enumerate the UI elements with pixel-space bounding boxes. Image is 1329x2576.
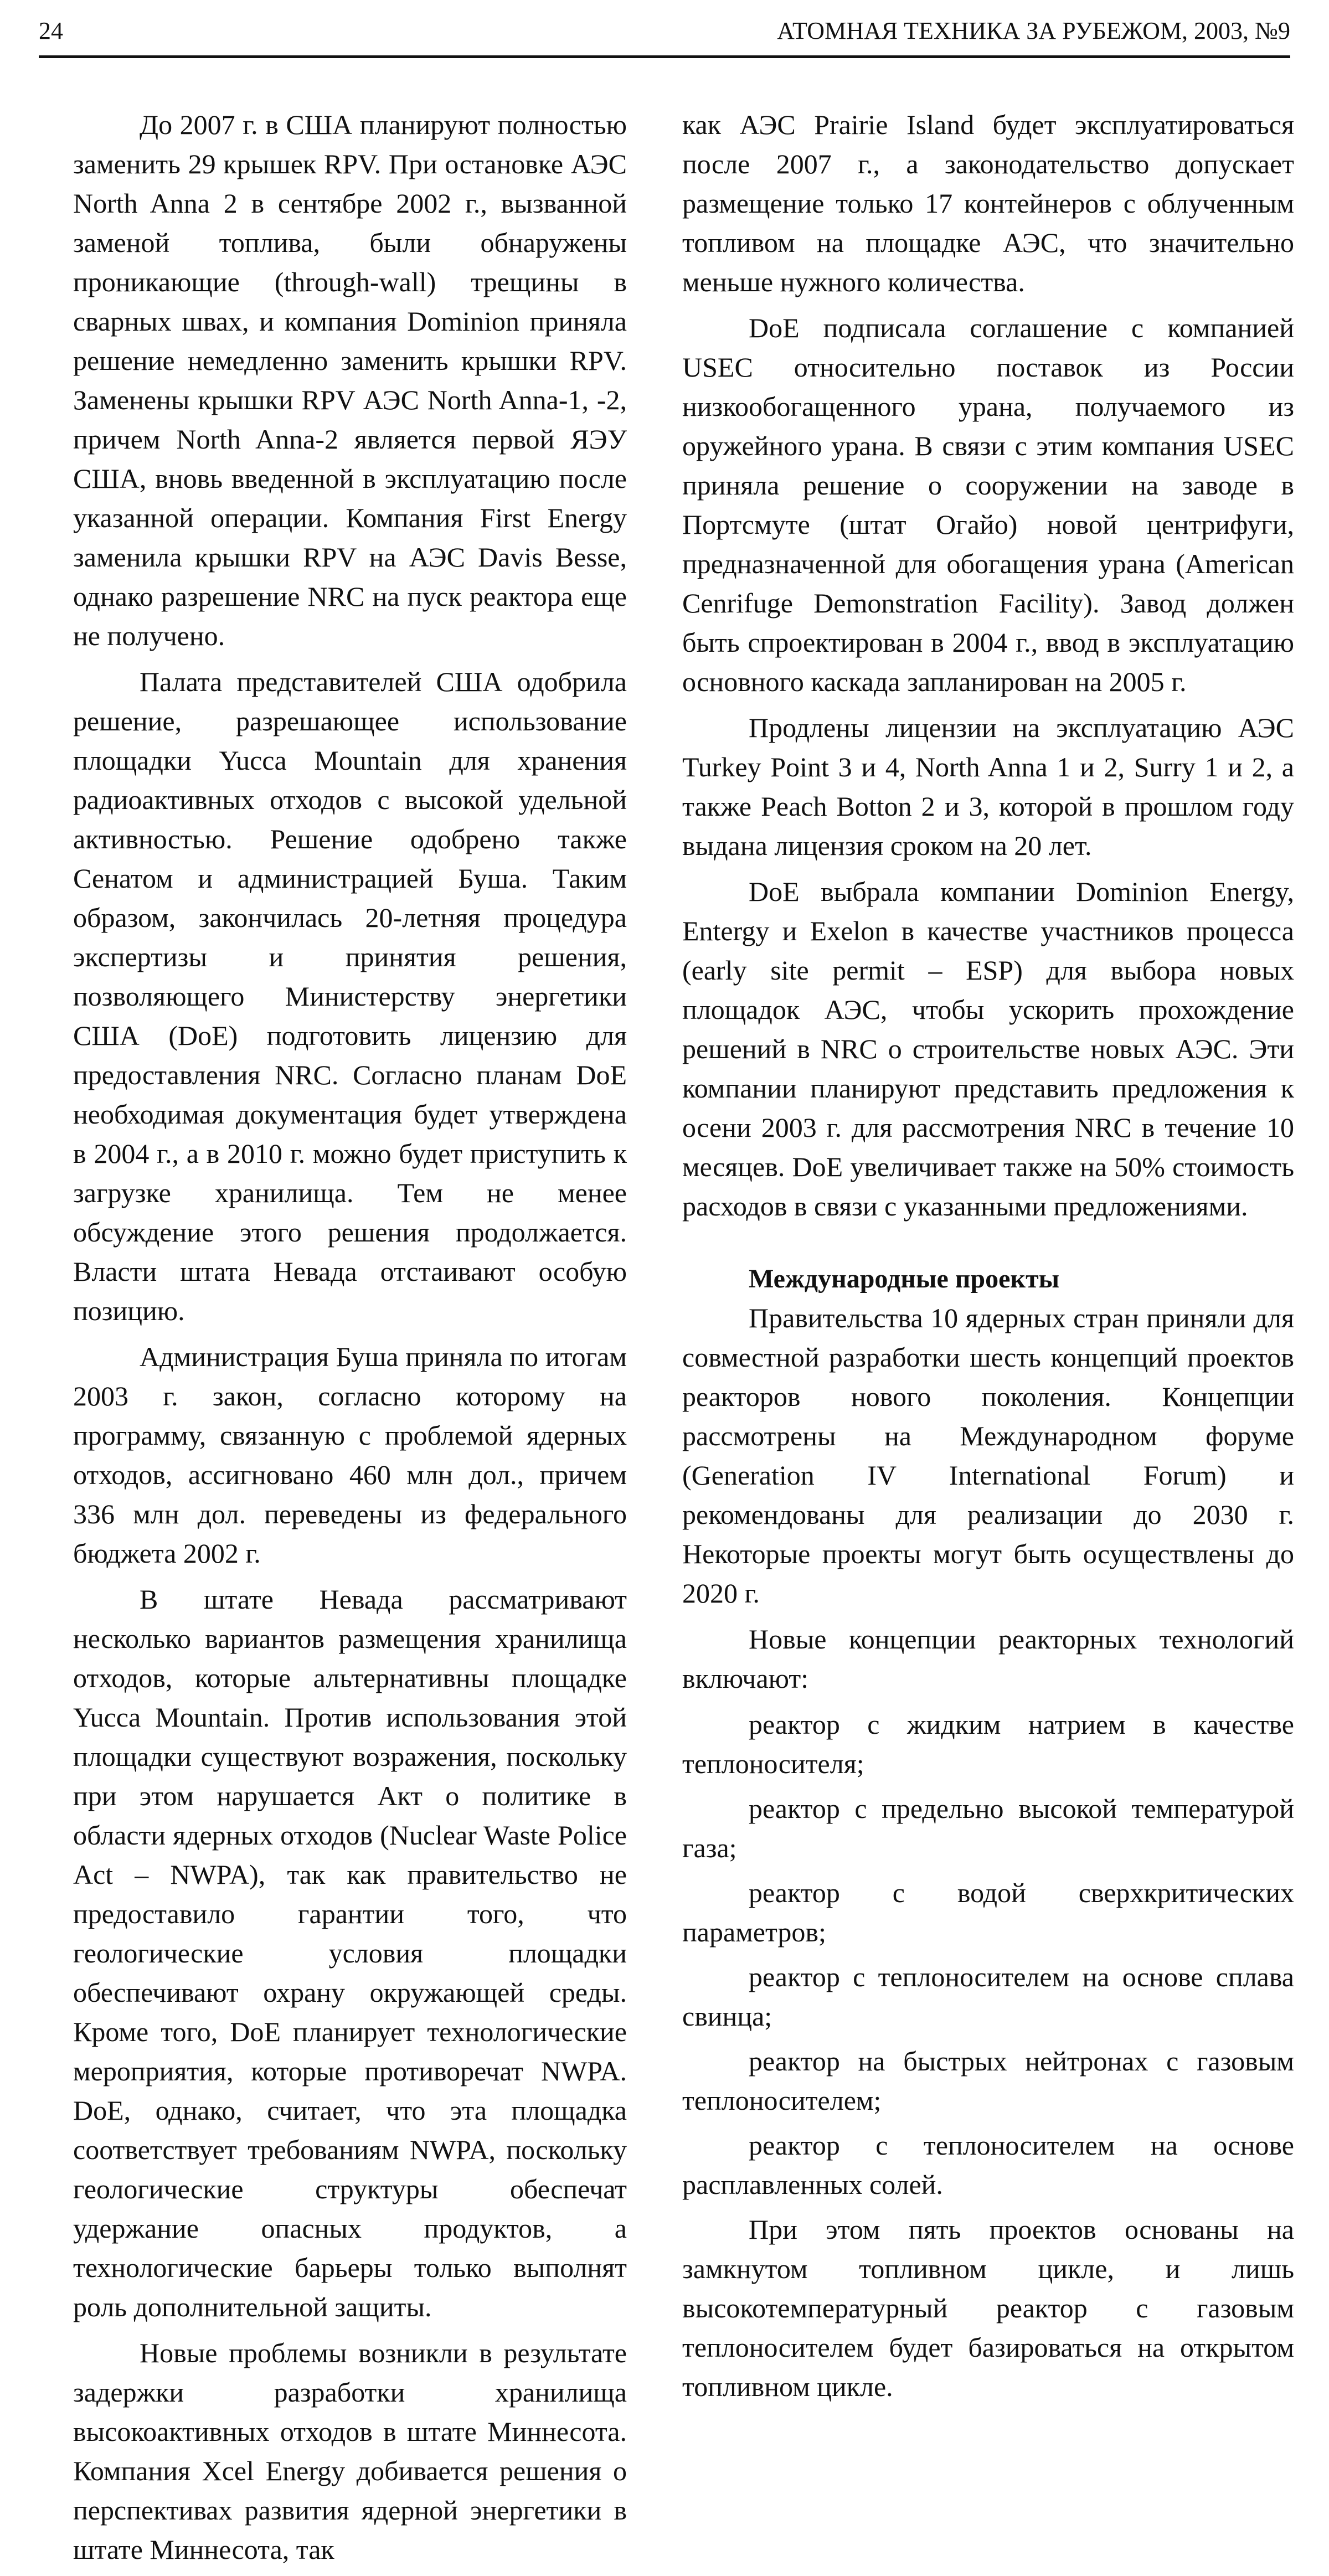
list-item: реактор на быстрых нейтронах с газовым теплоносителем; [682,2046,1294,2116]
right-column [682,105,1294,2413]
paragraph: При этом пять проектов основаны на замкнутом топливном цикле, и лишь высокотемпературный реактор с газовым теплоносителем будет базироваться на открытом топливном цикле. [682,2214,1294,2402]
running-header [39,17,1290,50]
paragraph: DoE выбрала компании Dominion Energy, Entergy и Exelon в качестве участников процесса (early site permit – ESP) для выбора новых площадок АЭС, чтобы ускорить прохождение решений в NRC о строительстве новых АЭС. Эти компании планируют представить предложения к осени 2003 г. для рассмотрения NRC в течение 10 месяцев. DoE увеличивает также на 50% стоимость расходов в связи с указанными предложениями. [682,876,1294,1222]
list-item: реактор с водой сверхкритических параметров; [682,1877,1294,1948]
paragraph: Администрация Буша приняла по итогам 2003 г. закон, согласно которому на программу, связанную с проблемой ядерных отходов, ассигновано 460 млн дол., причем 336 млн дол. переведены из федерального бюджета 2002 г. [73,1341,627,1569]
paragraph: До 2007 г. в США планируют полностью заменить 29 крышек RPV. При остановке АЭС North Anna 2 в сентябре 2002 г., вызванной заменой топлива, были обнаружены проникающие (through-wall) трещины в сварных швах, и компания Dominion приняла решение немедленно заменить крышки RPV. Заменены крышки RPV АЭС North Anna-1, -2, причем North Anna-2 является первой ЯЭУ США, вновь введенной в эксплуатацию после указанной операции. Компания First Energy заменила крышки RPV на АЭС Davis Besse, однако разрешение NRC на пуск реактора еще не получено. [73,109,627,651]
list-item: реактор с теплоносителем на основе расплавленных солей. [682,2130,1294,2200]
list-item: реактор с жидким натрием в качестве теплоносителя; [682,1709,1294,1779]
section-heading: Международные проекты [749,1264,1060,1294]
paragraph: Новые проблемы возникли в результате задержки разработки хранилища высокоактивных отходов в штате Миннесота. Компания Xcel Energy добивается решения о перспективах развития ядерной энергетики в штате Миннесота, так [73,2337,627,2565]
journal-title: АТОМНАЯ ТЕХНИКА ЗА РУБЕЖОМ, 2003, №9 [777,17,1290,44]
list-item: реактор с предельно высокой температурой газа; [682,1793,1294,1863]
paragraph: Палата представителей США одобрила решение, разрешающее использование площадки Yucca Mountain для хранения радиоактивных отходов с высокой удельной активностью. Решение одобрено также Сенатом и администрацией Буша. Таким образом, закончилась 20-летняя процедура экспертизы и принятия решения, позволяющего Министерству энергетики США (DoE) подготовить лицензию для предоставления NRC. Согласно планам DoE необходимая документация будет утверждена в 2004 г., а в 2010 г. можно будет приступить к загрузке хранилища. Тем не менее обсуждение этого решения продолжается. Власти штата Невада отстаивают особую позицию. [73,666,627,1326]
paragraph: Правительства 10 ядерных стран приняли для совместной разработки шесть концепций проектов реакторов нового поколения. Концепции рассмотрены на Международном форуме (Generation IV International Forum) и рекомендованы для реализации до 2030 г. Некоторые проекты могут быть осуществлены до 2020 г. [682,1302,1294,1609]
paragraph: как АЭС Prairie Island будет эксплуатироваться после 2007 г., а законодательство допускает размещение только 17 контейнеров с облученным топливом на площадке АЭС, что значительно меньше нужного количества. [682,109,1294,297]
list-item: реактор с теплоносителем на основе сплава свинца; [682,1961,1294,2032]
paragraph: Продлены лицензии на эксплуатацию АЭС Turkey Point 3 и 4, North Anna 1 и 2, Surry 1 и 2, а также Peach Botton 2 и 3, которой в прошлом году выдана лицензия сроком на 20 лет. [682,712,1294,861]
left-column [73,105,627,2576]
header-rule [39,55,1290,58]
paragraph: DoE подписала соглашение с компанией USEC относительно поставок из России низкообогащенного урана, получаемого из оружейного урана. В связи с этим компания USEC приняла решение о сооружении на заводе в Портсмуте (штат Огайо) новой центрифуги, предназначенной для обогащения урана (American Cenrifuge Demonstration Facility). Завод должен быть спроектирован в 2004 г., ввод в эксплуатацию основного каскада запланирован на 2005 г. [682,312,1294,697]
paragraph: В штате Невада рассматривают несколько вариантов размещения хранилища отходов, которые альтернативны площадке Yucca Mountain. Против использования этой площадки существуют возражения, поскольку при этом нарушается Акт о политике в области ядерных отходов (Nuclear Waste Police Act – NWPA), так как правительство не предоставило гарантии того, что геологические условия площадки обеспечивают охрану окружающей среды. Кроме того, DoE планирует технологические мероприятия, которые противоречат NWPA. DoE, однако, считает, что эта площадка соответствует требованиям NWPA, поскольку геологические структуры обеспечат удержание опасных продуктов, а технологические барьеры только выполнят роль дополнительной защиты. [73,1584,627,2322]
page-number: 24 [39,17,63,44]
paragraph: Новые концепции реакторных технологий включают: [682,1624,1294,1694]
